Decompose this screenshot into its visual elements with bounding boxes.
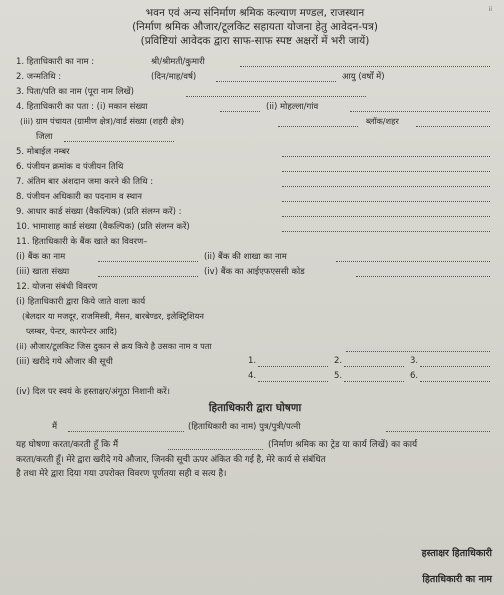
field-5-label: 5. मोबाईल नम्बर bbox=[16, 147, 70, 157]
declarant-name-line[interactable] bbox=[68, 421, 184, 432]
declaration-line-2 bbox=[16, 438, 486, 453]
field-registration-officer bbox=[16, 189, 494, 204]
field-2-label: 2. जन्मतिथि : bbox=[16, 72, 62, 82]
field-10-label: 10. भामाशाह कार्ड संख्या (वैकल्पिक) (प्रति संलग्न करें) bbox=[16, 222, 190, 232]
declaration-line-2-end: (निर्माण श्रमिक का ट्रेड या कार्य लिखें) का कार्य bbox=[268, 440, 418, 450]
contribution-date-line[interactable] bbox=[282, 176, 490, 187]
signature-instruction: (iv) दिल पर स्वयं के हस्ताक्षर/अंगूठा निशानी करें। bbox=[16, 387, 170, 397]
field-father-husband bbox=[16, 84, 494, 99]
field-4-block-label: ब्लॉक/शहर bbox=[366, 116, 399, 126]
field-6-label: 6. पंजीयन क्रमांक व पंजीयन तिथि bbox=[16, 162, 124, 172]
dob-line[interactable] bbox=[216, 71, 336, 82]
declaration-title: हिताधिकारी द्वारा घोषणा bbox=[208, 402, 302, 414]
declaration-line-4: है तथा मेरे द्वारा दिया गया उपरोक्त विवरण पूर्णतया सही व सत्य है। bbox=[16, 469, 227, 479]
tool-5-number: 5. bbox=[334, 371, 343, 381]
field-4-label: 4. हिताधिकारी का पता : (i) मकान संख्या bbox=[16, 102, 148, 112]
field-address-district bbox=[16, 129, 494, 144]
declaration-relation-text: (हिताधिकारी का नाम) पुत्र/पुत्री/पत्नी bbox=[188, 422, 301, 432]
beneficiary-name-line[interactable] bbox=[240, 56, 490, 67]
declaration-block bbox=[16, 419, 494, 434]
field-aadhaar bbox=[16, 204, 494, 219]
field-7-label: 7. अंतिम बार अंशदान जमा करने की तिथि : bbox=[16, 177, 154, 187]
tool-5-line[interactable] bbox=[344, 371, 404, 382]
account-number-label: (iii) खाता संख्या bbox=[16, 267, 70, 277]
field-12-label: 12. योजना संबंधी विवरण bbox=[16, 282, 98, 292]
ifsc-line[interactable] bbox=[356, 266, 490, 277]
bank-name-line[interactable] bbox=[98, 251, 198, 262]
mohalla-line[interactable] bbox=[350, 101, 490, 112]
registration-line[interactable] bbox=[282, 161, 490, 172]
field-3-label: 3. पिता/पति का नाम (पूरा नाम लिखें) bbox=[16, 87, 134, 97]
field-11-label: 11. हिताधिकारी के बैंक खाते का विवरण– bbox=[16, 237, 148, 247]
field-address-panchayat bbox=[16, 114, 494, 129]
bank-branch-line[interactable] bbox=[336, 251, 490, 262]
tool-6-number: 6. bbox=[410, 371, 419, 381]
field-address-house bbox=[16, 99, 494, 114]
declaration-paragraph bbox=[16, 438, 494, 482]
field-2-format: (दिन/माह/वर्ष) bbox=[151, 72, 197, 82]
tool-4-line[interactable] bbox=[258, 371, 328, 382]
field-4-district-label: जिला bbox=[36, 132, 53, 142]
declaration-line-2-start: यह घोषणा करता/करती हूँ कि मैं bbox=[16, 440, 119, 450]
field-1-prefix: श्री/श्रीमती/कुमारी bbox=[151, 57, 205, 67]
aadhaar-line[interactable] bbox=[282, 206, 490, 217]
bank-name-label: (i) बैंक का नाम bbox=[16, 252, 66, 262]
work-type-label: (i) हिताधिकारी द्वारा किये जाते वाला कार्य bbox=[16, 297, 146, 307]
field-shop-details bbox=[16, 339, 494, 354]
declaration-i: मैं bbox=[52, 422, 58, 432]
field-8-label: 8. पंजीयन अधिकारी का पदनाम व स्थान bbox=[16, 192, 142, 202]
field-scheme-details bbox=[16, 279, 494, 294]
relation-name-line[interactable] bbox=[386, 421, 490, 432]
header-scheme-title: (निर्माण श्रमिक औजार/टूलकिट सहायता योजना हेतु आवेदन-पत्र) bbox=[132, 21, 378, 33]
page-corner-number: ii bbox=[488, 6, 492, 13]
field-signature-instruction bbox=[16, 384, 494, 399]
field-mobile bbox=[16, 144, 494, 159]
field-9-label: 9. आधार कार्ड संख्या (वैकल्पिक) (प्रति संलग्न करें) : bbox=[16, 207, 182, 217]
beneficiary-name-label: हिताधिकारी का नाम bbox=[422, 574, 492, 585]
field-4-panchayat-label: (iii) ग्राम पंचायत (ग्रामीण क्षेत्र)/वार्ड संख्या (शहरी क्षेत्र) bbox=[20, 116, 185, 126]
declaration-line-3: करता/करती हूँ। मेरे द्वारा खरीदे गये औजार, जिनकी सूची ऊपर अंकित की गई है, मेरे कार्य से संबंधित bbox=[16, 454, 326, 465]
panchayat-line[interactable] bbox=[278, 116, 358, 127]
form-header bbox=[16, 6, 494, 48]
field-tool-list-1 bbox=[16, 354, 494, 369]
bhamashah-line[interactable] bbox=[282, 221, 490, 232]
tool-1-number: 1. bbox=[248, 356, 257, 366]
beneficiary-signature-label: हस्ताक्षर हिताधिकारी bbox=[421, 548, 492, 559]
header-instruction: (प्रविष्टियां आवेदक द्वारा साफ-साफ स्पष्ट अक्षरों में भरी जायें) bbox=[140, 35, 370, 47]
bank-branch-label: (ii) बैंक की शाखा का नाम bbox=[204, 252, 287, 262]
header-board-name: भवन एवं अन्य संनिर्माण श्रमिक कल्याण मण्डल, राजस्थान bbox=[145, 7, 365, 19]
trade-line[interactable] bbox=[168, 439, 263, 450]
field-tool-list-2 bbox=[16, 369, 494, 384]
tool-list-label: (iii) खरीदे गये औजार की सूची bbox=[16, 357, 113, 367]
tool-3-line[interactable] bbox=[420, 356, 490, 367]
work-type-examples-1: (बेलदार या मजदूर, राजमिस्त्री, मैसन, बारबेण्डर, इलेक्ट्रिशियन bbox=[22, 311, 204, 321]
officer-line[interactable] bbox=[282, 191, 490, 202]
tool-4-number: 4. bbox=[248, 371, 257, 381]
block-line[interactable] bbox=[416, 116, 490, 127]
tool-3-number: 3. bbox=[410, 356, 419, 366]
form-fields bbox=[16, 54, 494, 399]
shop-details-line[interactable] bbox=[346, 341, 490, 352]
field-work-type-examples-1 bbox=[16, 309, 494, 324]
field-bhamashah bbox=[16, 219, 494, 234]
account-number-line[interactable] bbox=[98, 266, 198, 277]
district-line[interactable] bbox=[64, 131, 174, 142]
field-1-label: 1. हिताधिकारी का नाम : bbox=[16, 57, 95, 67]
field-account-row bbox=[16, 264, 494, 279]
ifsc-label: (iv) बैंक का आईएफएससी कोड bbox=[204, 267, 305, 277]
tool-2-line[interactable] bbox=[344, 356, 404, 367]
field-dob bbox=[16, 69, 494, 84]
declaration-line-1 bbox=[16, 419, 494, 434]
mobile-line[interactable] bbox=[282, 146, 490, 157]
field-beneficiary-name bbox=[16, 54, 494, 69]
tool-6-line[interactable] bbox=[420, 371, 490, 382]
tool-1-line[interactable] bbox=[258, 356, 328, 367]
field-bank-details bbox=[16, 234, 494, 249]
house-no-line[interactable] bbox=[220, 101, 260, 112]
tool-2-number: 2. bbox=[334, 356, 343, 366]
field-work-type bbox=[16, 294, 494, 309]
field-work-type-examples-2 bbox=[16, 324, 494, 339]
field-4-mohalla-label: (ii) मोहल्ला/गांव bbox=[266, 102, 319, 112]
shop-details-label: (ii) औजार/टूलकिट जिस दुकान से क्रय किये है उसका नाम व पता bbox=[16, 341, 212, 351]
father-name-line[interactable] bbox=[186, 86, 366, 97]
field-bank-name-row bbox=[16, 249, 494, 264]
age-label: आयु (वर्षों में) bbox=[342, 72, 385, 82]
field-registration bbox=[16, 159, 494, 174]
field-last-contribution bbox=[16, 174, 494, 189]
work-type-examples-2: प्लम्बर, पेन्टर, कारपेन्टर आदि) bbox=[26, 326, 118, 336]
